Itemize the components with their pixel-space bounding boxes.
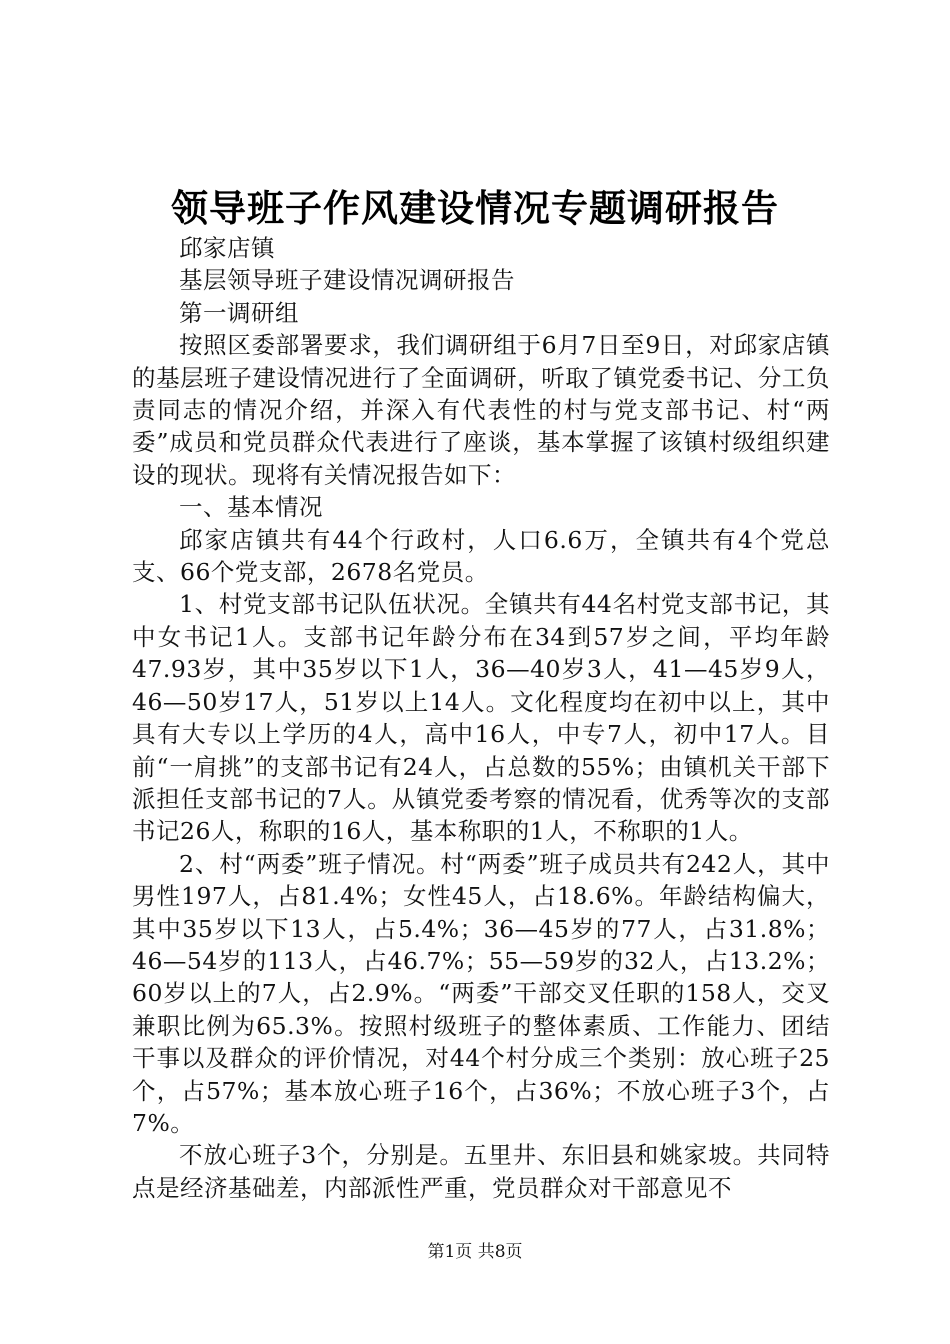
document-body bbox=[132, 232, 830, 1204]
org-name: 邱家店镇 bbox=[179, 234, 275, 262]
report-subtitle: 基层领导班子建设情况调研报告 bbox=[179, 266, 515, 295]
paragraph-overview: 邱家店镇共有44个行政村，人口6.6万，全镇共有4个党总支、66个党支部，2678名党员。 bbox=[132, 525, 830, 587]
page-number-footer: 第1页 共8页 bbox=[427, 1242, 523, 1262]
paragraph-unreliable-teams: 不放心班子3个，分别是。五里井、东旧县和姚家坡。共同特点是经济基础差，内部派性严重，党员群众对干部意见不 bbox=[132, 1141, 830, 1202]
paragraph-intro: 按照区委部署要求，我们调研组于6月7日至9日，对邱家店镇的基层班子建设情况进行了全面调研，听取了镇党委书记、分工负责同志的情况介绍，并深入有代表性的村与党支部书记、村“两委”成员和党员群众代表进行了座谈，基本掌握了该镇村级组织建设的现状。现将有关情况报告如下： bbox=[132, 331, 830, 489]
group-name: 第一调研组 bbox=[179, 298, 299, 327]
paragraph-committees: 2、村“两委”班子情况。村“两委”班子成员共有242人，其中男性197人，占81.4%；女性45人，占18.6%。年龄结构偏大，其中35岁以下13人，占5.4%；36—45岁的77人，占31.8%；46—54岁的113人，占46.7%；55—59岁的32人，占13.2%；60岁以上的7人，占2.9%。“两委”干部交叉任职的158人，交叉兼职比例为65.3%。按照村级班子的整体素质、工作能力、团结干事以及群众的评价情况，对44个村分成三个类别：放心班子25个，占57%；基本放心班子16个，占36%；不放心班子3个，占7%。 bbox=[132, 849, 830, 1137]
document-title: 领导班子作风建设情况专题调研报告 bbox=[171, 186, 779, 230]
paragraph-secretaries: 1、村党支部书记队伍状况。全镇共有44名村党支部书记，其中女书记1人。支部书记年龄分布在34到57岁之间，平均年龄47.93岁，其中35岁以下1人，36—40岁3人，41—45岁9人，46—50岁17人，51岁以上14人。文化程度均在初中以上，其中具有大专以上学历的4人，高中16人，中专7人，初中17人。目前“一肩挑”的支部书记有24人，占总数的55%；由镇机关干部下派担任支部书记的7人。从镇党委考察的情况看，优秀等次的支部书记26人，称职的16人，基本称职的1人，不称职的1人。 bbox=[132, 590, 830, 846]
section-heading: 一、基本情况 bbox=[179, 493, 323, 522]
